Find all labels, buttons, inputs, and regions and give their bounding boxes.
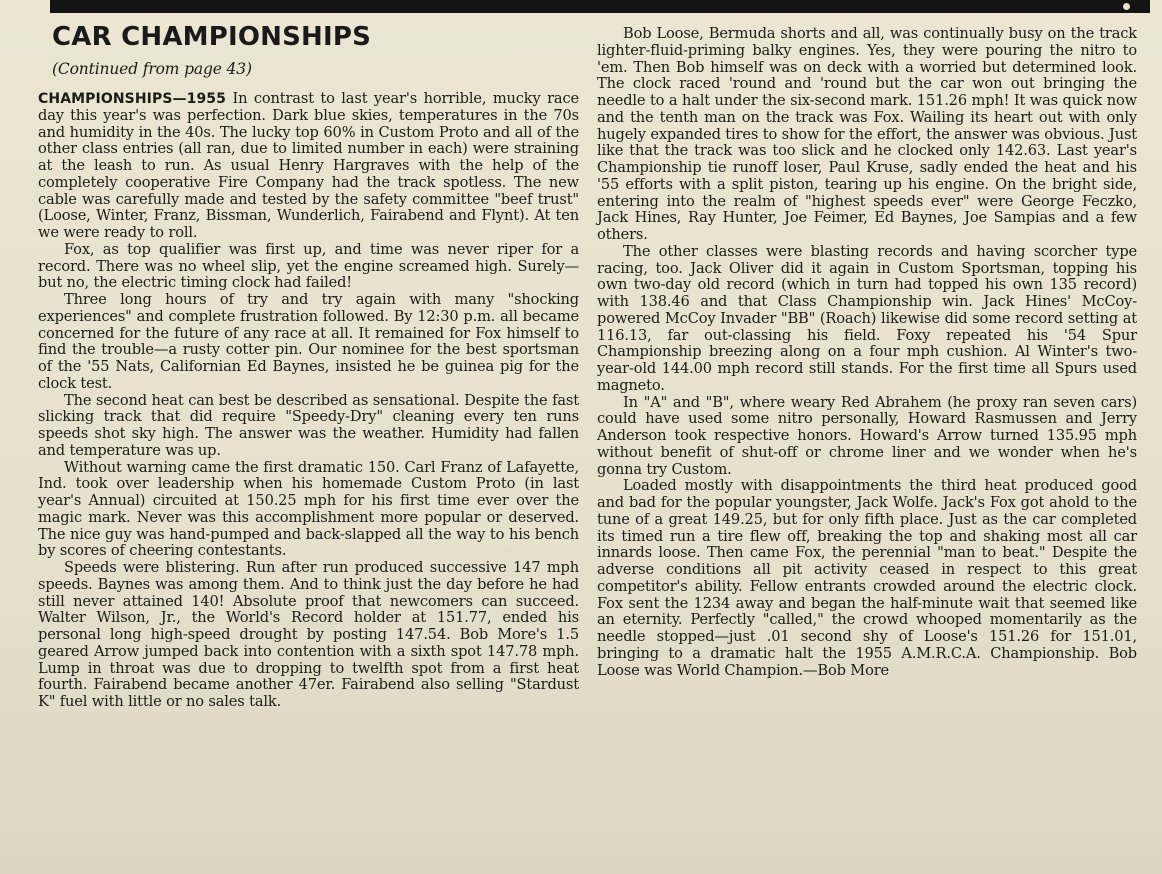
lead-label: CHAMPIONSHIPS—1955 [38, 91, 226, 107]
paragraph: Without warning came the first dramatic 150. Carl Franz of Lafayette, Ind. took over leadership when his homemade Custom Proto (in last year's Annual) circuited at 150.25 mph for his first time ever over the magic mark. Never was this accomplishment more popular or deserved. The nice guy was hand-pumped and back-slapped all the way to his bench by scores of cheering contestants. [38, 458, 579, 560]
left-column [38, 22, 579, 711]
paragraph [38, 91, 579, 242]
paragraph: The second heat can best be described as sensational. Despite the fast slicking track that did require "Speedy-Dry" cleaning every ten runs speeds shot sky high. The answer was the weather. Humidity had fallen and temperature was up. [38, 391, 579, 459]
paragraph: Fox, as top qualifier was first up, and time was never riper for a record. There was no wheel slip, yet the engine screamed high. Surely—but no, the electric timing clock had failed! [38, 240, 579, 292]
paragraph: Bob Loose, Bermuda shorts and all, was continually busy on the track lighter-fluid-priming balky engines. Yes, they were pouring the nitro to 'em. Then Bob himself was on deck with a worried but determined look. The clock raced 'round and 'round but the car won out bringing the needle to a halt under the six-second mark. 151.26 mph! It was quick now and the tenth man on the track was Fox. Wailing its heart out with only hugely expanded tires to show for the effort, the answer was obvious. Just like that the track was too slick and he clocked only 142.63. Last year's Championship tie runoff loser, Paul Kruse, sadly ended the heat and his '55 efforts with a split piston, tearing up his engine. On the bright side, entering into the realm of "highest speeds ever" were George Feczko, Jack Hines, Ray Hunter, Joe Feimer, Ed Baynes, Joe Sampias and a few others. [597, 25, 1137, 243]
paragraph: In "A" and "B", where weary Red Abrahem (he proxy ran seven cars) could have used some nitro personally, Howard Rasmussen and Jerry Anderson took respective honors. Howard's Arrow turned 135.95 mph without benefit of shut-off or chrome liner and we wonder when he's gonna try Custom. [597, 393, 1137, 478]
right-column [597, 26, 1137, 679]
continued-note: (Continued from page 43) [52, 60, 252, 78]
paragraph: Three long hours of try and try again with many "shocking experiences" and complete frustration followed. By 12:30 p.m. all became concerned for the future of any race at all. It remained for Fox himself to find the trouble—a rusty cotter pin. Our nominee for the best sportsman of the '55 Nats, Californian Ed Baynes, insisted he be guinea pig for the clock test. [38, 291, 579, 392]
paragraph-text: In contrast to last year's horrible, mucky race day this year's was perfection. Dark blue skies, temperatures in the 70s and humidity in the 40s. The lucky top 60% in Custom Proto and all of the other class entries (all ran, due to limited number in each) were straining at the leash to run. As usual Henry Hargraves with the help of the completely cooperative Fire Company had the track spotless. The new cable was carefully made and tested by the safety committee "beef trust" (Loose, Winter, Franz, Bissman, Wunderlich, Fairabend and Flynt). At ten we were ready to roll. [38, 90, 579, 241]
article-headline: CAR CHAMPIONSHIPS [52, 22, 372, 52]
top-black-rule [50, 0, 1150, 13]
rule-dot-decoration [1123, 3, 1130, 10]
paragraph: Speeds were blistering. Run after run produced successive 147 mph speeds. Baynes was among them. And to think just the day before he had still never attained 140! Absolute proof that newcomers can succeed. Walter Wilson, Jr., the World's Record holder at 151.77, ended his personal long high-speed drought by posting 147.54. Bob More's 1.5 geared Arrow jumped back into contention with a sixth spot 147.78 mph. Lump in throat was due to dropping to twelfth spot from a first heat fourth. Fairabend became another 47er. Fairabend also selling "Stardust K" fuel with little or no sales talk. [38, 559, 579, 710]
paragraph: The other classes were blasting records and having scorcher type racing, too. Jack Oliver did it again in Custom Sportsman, topping his own two-day old record (which in turn had topped his own 135 record) with 138.46 and that Class Championship win. Jack Hines' McCoy-powered McCoy Invader "BB" (Roach) likewise did some record setting at 116.13, far out-classing his field. Foxy repeated his '54 Spur Championship breezing along on a four mph cushion. Al Winter's two-year-old 144.00 mph record still stands. For the first time all Spurs used magneto. [597, 242, 1137, 394]
paragraph: Loaded mostly with disappointments the third heat produced good and bad for the popular youngster, Jack Wolfe. Jack's Fox got ahold to the tune of a great 149.25, but for only fifth place. Just as the car completed its timed run a tire flew off, breaking the top and shaking most all car innards loose. Then came Fox, the perennial "man to beat." Despite the adverse conditions all pit activity ceased in respect to this great competitor's ability. Fellow entrants crowded around the electric clock. Fox sent the 1234 away and began the half-minute wait that seemed like an eternity. Perfectly "called," the crowd whooped momentarily as the needle stopped—just .01 second shy of Loose's 151.26 for 151.01, bringing to a dramatic halt the 1955 A.M.R.C.A. Championship. Bob Loose was World Champion.—Bob More [597, 477, 1137, 679]
